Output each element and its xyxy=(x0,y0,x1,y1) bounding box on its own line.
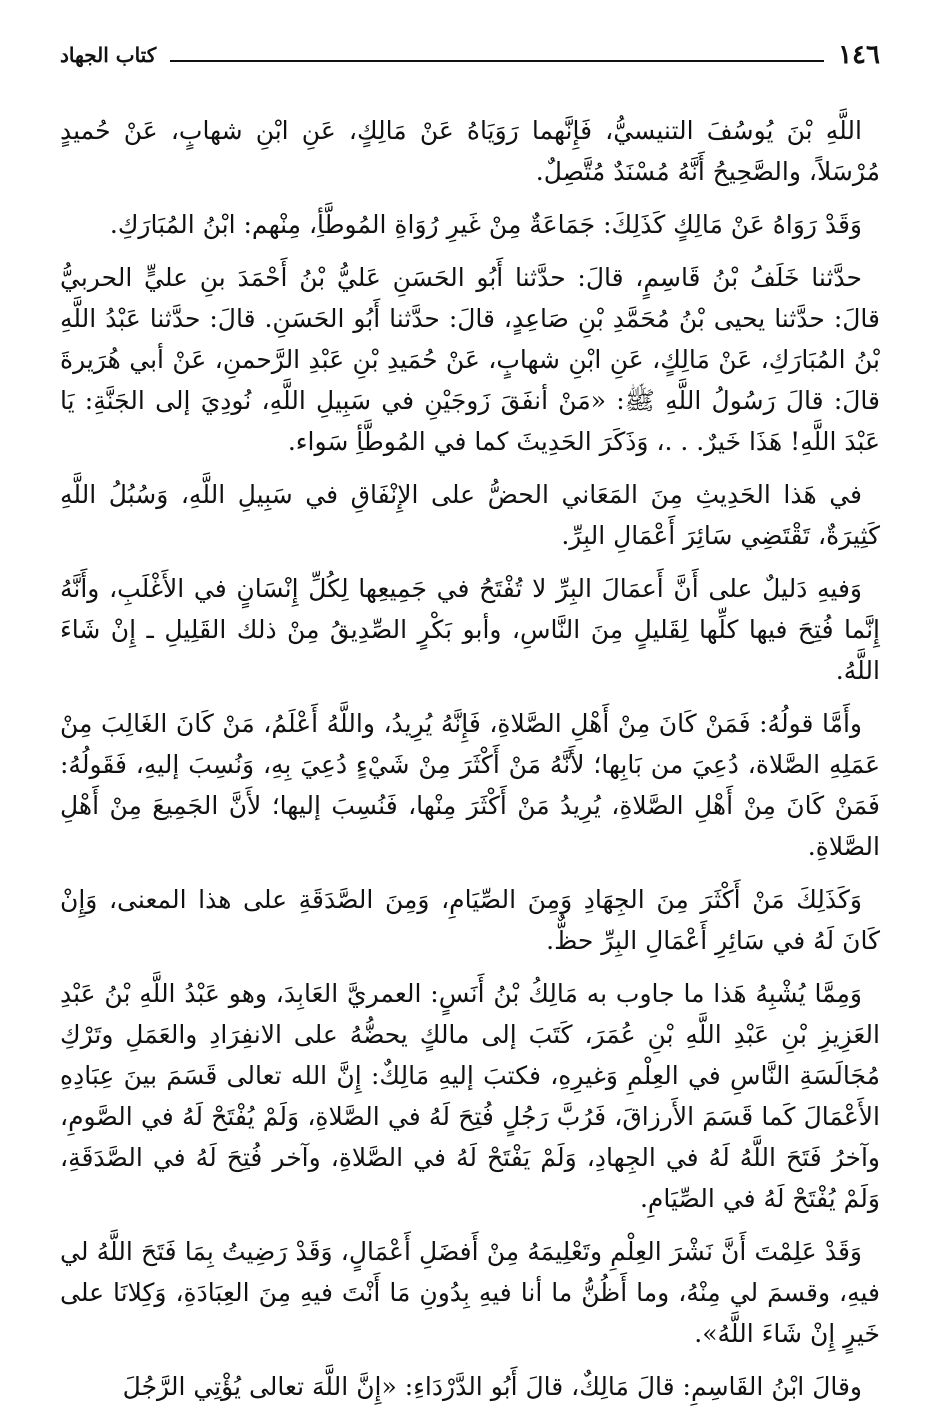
paragraph: وقالَ ابْنُ القَاسِمِ: قالَ مَالِكٌ، قالَ أَبُو الدَّرْدَاءِ: «إِنَّ اللَّهَ تعالى يُؤْتِي الرَّجُلَ xyxy=(122,1372,862,1401)
page-number: ١٤٦ xyxy=(838,40,880,70)
paragraph: وأَمَّا قولُهُ: فَمَنْ كَانَ مِنْ أَهْلِ الصَّلاةِ، فَإِنَّهُ يُرِيدُ، واللَّهُ أَعْلَمُ، مَنْ كَانَ الغَالِبَ مِنْ عَمَلِهِ الصَّلاة، دُعِيَ من بَابِها؛ لأَنَّهُ مَنْ أَكْثَرَ مِنْ شَيْءٍ دُعِيَ بِهِ، وَنُسِبَ إليهِ، فَقَولُهُ: فَمَنْ كَانَ مِنْ أَهْلِ الصَّلاةِ، يُرِيدُ مَنْ أَكْثَرَ مِنْها، فَنُسِبَ إليها؛ لأَنَّ الجَمِيعَ مِنْ أَهْلِ الصَّلاةِ. xyxy=(60,709,880,861)
paragraph: وَقَدْ عَلِمْتَ أَنَّ نَشْرَ العِلْمِ وتَعْلِيمَهُ مِنْ أَفضَلِ أَعْمَالٍ، وَقَدْ رَضِيتُ بِمَا فَتَحَ اللَّهُ لي فيهِ، وقسمَ لي مِنْهُ، وما أَظُنُّ ما أنا فيهِ بِدُونِ مَا أَنْتَ فيهِ مِنَ العِبَادَةِ، وَكِلانَا على خَيرٍ إِنْ شَاءَ اللَّهُ». xyxy=(60,1237,880,1348)
paragraph: حدَّثنا خَلَفُ بْنُ قَاسِمٍ، قالَ: حدَّثنا أَبُو الحَسَنِ عَليُّ بْنُ أَحْمَدَ بنِ عليٍّ الحربيُّ قالَ: حدَّثنا يحيى بْنُ مُحَمَّدِ بْنِ صَاعِدٍ، قالَ: حدَّثنا أَبُو الحَسَنِ. قالَ: حدَّثنا عَبْدُ اللَّهِ بْنُ المُبَارَكِ، عَنْ مَالِكٍ، عَنِ ابْنِ شهابٍ، عَنْ حُمَيدِ بْنِ عَبْدِ الرَّحمنِ، عَنْ أبي هُرَيرةَ قالَ: قالَ رَسُولُ اللَّهِ ﷺ: «مَنْ أنفَقَ زَوجَيْنِ في سَبِيلِ اللَّهِ، نُودِيَ إلى الجَنَّةِ: يَا عَبْدَ اللَّهِ! هَذَا خَيرٌ. . .، وَذَكَرَ الحَدِيثَ كما في المُوطَّأِ سَواء. xyxy=(60,263,880,456)
paragraph: وَمِمَّا يُشْبِهُ هَذا ما جاوب به مَالِكُ بْنُ أَنَسٍ: العمريَّ العَابِدَ، وهو عَبْدُ اللَّهِ بْنُ عَبْدِ العَزِيزِ بْنِ عَبْدِ اللَّهِ بْنِ عُمَرَ، كَتَبَ إلى مالكٍ يحضُّهُ على الانفِرَادِ والعَمَلِ وتَرْكِ مُجَالَسَةِ النَّاسِ في العِلْمِ وَغيرِهِ، فكتبَ إليهِ مَالِكٌ: إِنَّ الله تعالى قَسَمَ بينَ عِبَادِهِ الأَعْمَالَ كَما قَسَمَ الأَرزاقَ، فَرُبَّ رَجُلٍ فُتِحَ لَهُ في الصَّلاةِ، وَلَمْ يُفْتَحْ لَهُ في الصَّومِ، وآخرُ فَتَحَ اللَّهُ لَهُ في الجِهادِ، وَلَمْ يَفْتَحْ لَهُ في الصَّلاةِ، وآخر فُتِحَ لَهُ في الصَّدَقَةِ، وَلَمْ يُفْتَحْ لَهُ في الصِّيَامِ. xyxy=(60,979,880,1213)
header-rule xyxy=(170,60,824,62)
running-header xyxy=(60,30,880,70)
book-page xyxy=(60,30,880,1401)
paragraph: وَكَذَلِكَ مَنْ أَكْثَرَ مِنَ الجِهَادِ وَمِنَ الصِّيَامِ، وَمِنَ الصَّدَقَةِ على هذا المعنى، وَإِنْ كَانَ لَهُ في سَائِرِ أَعْمَالِ البِرِّ حظٌّ. xyxy=(60,885,880,955)
paragraph: في هَذا الحَدِيثِ مِنَ المَعَاني الحضُّ على الإِنْفَاقِ في سَبِيلِ اللَّهِ، وَسُبُلُ اللَّهِ كَثِيرَةٌ، تَقْتَضِي سَائِرَ أَعْمَالِ البِرِّ. xyxy=(60,480,880,550)
paragraph: وَفيهِ دَليلٌ على أَنَّ أَعمَالَ البِرِّ لا تُفْتَحُ في جَمِيعِها لِكُلِّ إِنْسَانٍ في الأَغْلَبِ، وأَنَّهُ إِنَّما فُتِحَ فيها كلِّها لِقَليلٍ مِنَ النَّاسِ، وأبو بَكْرٍ الصِّدِيقُ مِنْ ذلك القَلِيلِ ـ إِنْ شَاءَ اللَّهُ. xyxy=(60,574,880,685)
paragraph: وَقَدْ رَوَاهُ عَنْ مَالِكٍ كَذَلِكَ: جَمَاعَةٌ مِنْ غَيرِ رُوَاةِ المُوطَّأِ، مِنْهم: ابْنُ المُبَارَكِ. xyxy=(109,210,862,239)
book-title: كتاب الجهاد xyxy=(60,43,157,67)
paragraph: اللَّهِ بْنَ يُوسُفَ التنيسيُّ، فَإِنَّهما رَوَيَاهُ عَنْ مَالِكٍ، عَنِ ابْنِ شهابٍ، عَنْ حُميدٍ مُرْسَلاً، والصَّحِيحُ أَنَّهُ مُسْنَدٌ مُتَّصِلٌ. xyxy=(60,116,880,186)
body-text xyxy=(60,110,880,1407)
